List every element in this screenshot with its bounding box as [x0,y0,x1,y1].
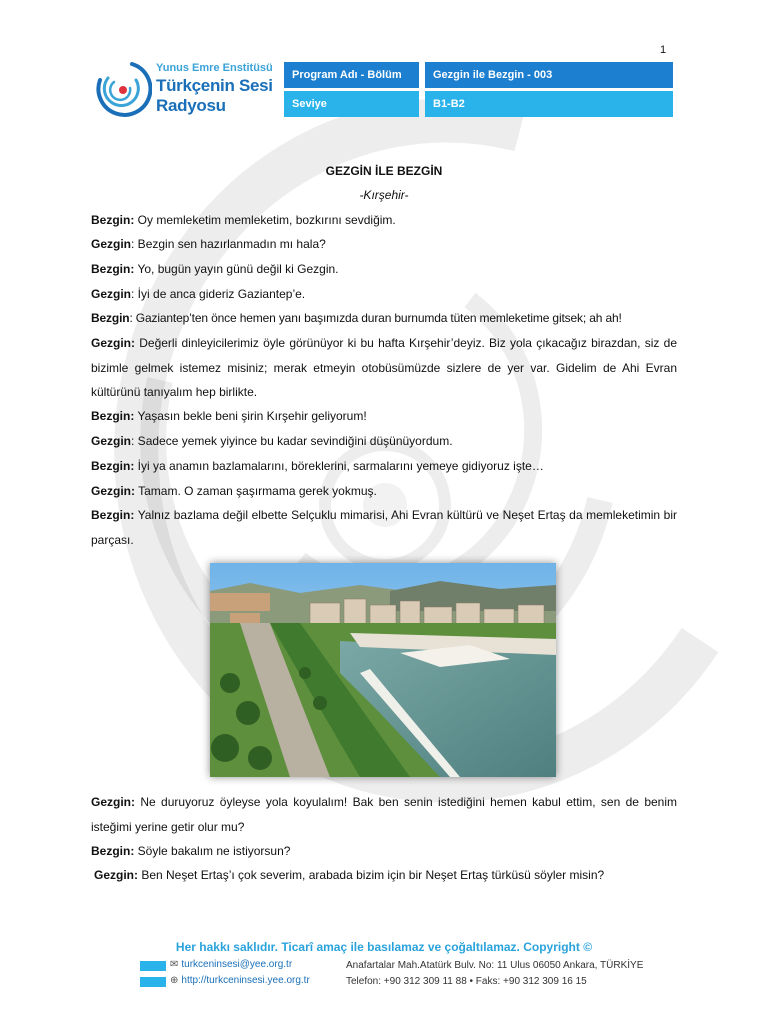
website-text: http://turkceninsesi.yee.org.tr [181,975,310,986]
page-number: 1 [660,44,667,56]
dialogue-line [91,208,677,233]
line-text: Yalnız bazlama değil elbette Selçuklu mimarisi, Ahi Evran kültürü ve Neşet Ertaş da memleketimin bir parçası. [91,508,677,547]
speaker-name: Bezgin: [91,262,135,276]
dialogue-line [91,232,677,257]
document-subtitle: -Kırşehir- [359,188,409,202]
copyright-notice: Her hakkı saklıdır. Ticarî amaç ile basılamaz ve çoğaltılamaz. Copyright © [175,940,593,954]
dialogue-line [91,331,677,405]
dialogue-line [91,429,677,454]
line-text: Ben Neşet Ertaş’ı çok severim, arabada bizim için bir Neşet Ertaş türküsü söyler misin? [138,868,605,882]
speaker-name: Gezgin: [94,868,138,882]
dialogue-line [91,790,677,839]
speaker-name: Gezgin: [91,336,135,350]
line-text: Yo, bugün yayın günü değil ki Gezgin. [134,262,339,276]
line-text: Yaşasın bekle beni şirin Kırşehir geliyorum! [134,409,367,423]
footer-accent-bar [140,961,166,971]
speaker-name: Gezgin: [91,484,135,498]
document-title: GEZGİN İLE BEZGİN [325,164,443,178]
level-row [284,91,673,117]
line-text: : Sadece yemek yiyince bu kadar sevindiğini düşünüyordum. [131,434,453,448]
globe-icon: ⊕ [170,975,179,986]
dialogue-line [91,839,677,864]
dialogue-line [91,306,677,331]
line-text: Tamam. O zaman şaşırmama gerek yokmuş. [135,484,377,498]
level-label: Seviye [284,91,419,117]
envelope-icon: ✉ [170,959,179,970]
speaker-name: Bezgin: [91,213,135,227]
logo-radio-name: Türkçenin Sesi [156,76,273,95]
dialogue-line [91,282,677,307]
logo-radio-name-second: Radyosu [156,96,226,115]
footer-address: Anafartalar Mah.Atatürk Bulv. No: 11 Ulus 06050 Ankara, TÜRKİYE [346,960,644,971]
institute-logo [90,56,280,122]
speaker-name: Gezgin: [91,795,135,809]
speaker-name: Gezgin [91,434,132,448]
program-label: Program Adı - Bölüm [284,62,419,88]
dialogue-line [91,503,677,552]
dialogue-line [91,404,677,429]
level-value: B1-B2 [425,91,673,117]
line-text: : İyi de anca gideriz Gaziantep’e. [131,287,306,301]
speaker-name: Gezgin [91,287,132,301]
line-text: Değerli dinleyicilerimiz öyle görünüyor ki bu hafta Kırşehir’deyiz. Biz yola çıkacağız birazdan, siz de bizimle gelmek istemez misiniz; merak etmeyin otobüsümüzde sizlere de yer var. Gidelim de Ahi Evran kültürünü tanıyalım hep birlikte. [91,336,677,399]
email-link[interactable] [170,959,292,970]
kirsehir-city-photo [210,563,556,777]
speaker-name: Gezgin [91,237,132,251]
dialogue-line [91,257,677,282]
line-text: : Gaziantep’ten önce hemen yanı başımızda duran burnumda tüten memleketime gitsek; ah ah! [129,311,622,325]
footer-accent-bar [140,977,166,987]
program-info-table [284,62,673,120]
program-value: Gezgin ile Bezgin - 003 [425,62,673,88]
dialogue-line [91,454,677,479]
website-link[interactable] [170,975,310,986]
speaker-name: Bezgin: [91,844,135,858]
line-text: : Bezgin sen hazırlanmadın mı hala? [131,237,326,251]
speaker-name: Bezgin: [91,508,135,522]
line-text: Ne duruyoruz öyleyse yola koyulalım! Bak ben senin istediğini hemen kabul ettim, sen de benim isteğimi yerine getir olur mu? [91,795,677,834]
line-text: Oy memleketim memleketim, bozkırını sevdiğim. [134,213,396,227]
line-text: İyi ya anamın bazlamalarını, böreklerini, sarmalarını yemeye gidiyoruz işte… [134,459,544,473]
speaker-name: Bezgin: [91,409,135,423]
radio-wave-logo-icon [90,58,152,120]
program-row [284,62,673,88]
dialogue-line [94,863,680,888]
speaker-name: Bezgin: [91,459,135,473]
speaker-name: Bezgin [91,311,130,325]
logo-institute-name: Yunus Emre Enstitüsü [156,62,273,74]
line-text: Söyle bakalım ne istiyorsun? [134,844,291,858]
footer-phone: Telefon: +90 312 309 11 88 • Faks: +90 312 309 16 15 [346,976,587,987]
dialogue-line [91,479,677,504]
email-text: turkceninsesi@yee.org.tr [181,959,293,970]
